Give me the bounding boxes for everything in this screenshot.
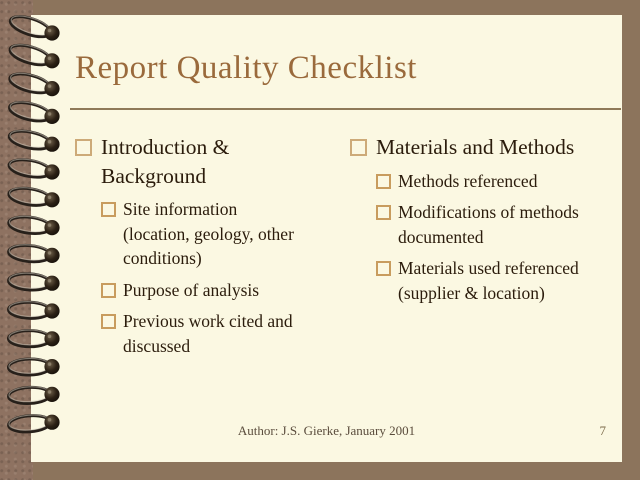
checkbox-bullet-icon	[376, 205, 391, 220]
binding-coil	[8, 330, 59, 347]
checkbox-bullet-icon	[75, 139, 92, 156]
binding-coil	[8, 414, 60, 434]
binding-coil	[8, 272, 60, 291]
binding-coil	[8, 12, 60, 41]
title-rule-divider	[70, 108, 621, 110]
bullet-text: Site information (location, geology, other conditions)	[123, 199, 294, 269]
sub-bullet-item	[376, 256, 618, 305]
checkbox-bullet-icon	[350, 139, 367, 156]
bullet-column-left	[75, 133, 337, 358]
binding-coil	[8, 70, 60, 97]
bullet-text: Materials used referenced (supplier & location)	[398, 258, 579, 303]
bullet-column-right	[350, 133, 618, 305]
binding-coil	[8, 41, 60, 69]
checkbox-bullet-icon	[101, 314, 116, 329]
checkbox-bullet-icon	[376, 174, 391, 189]
binding-coil	[8, 99, 60, 125]
slide-page	[31, 15, 622, 462]
binding-coil	[8, 214, 60, 235]
binding-coil	[8, 127, 60, 152]
bullet-item	[350, 133, 618, 162]
slide-title: Report Quality Checklist	[75, 50, 417, 86]
binding-coil	[8, 386, 59, 405]
binding-coil	[8, 185, 60, 208]
checkbox-bullet-icon	[101, 283, 116, 298]
bullet-text: Previous work cited and discussed	[123, 311, 293, 356]
bullet-text: Introduction & Background	[101, 135, 230, 188]
spiral-binding	[0, 0, 72, 480]
sub-bullet-item	[376, 200, 618, 249]
binding-coil	[8, 301, 59, 319]
binding-coil	[8, 243, 60, 263]
bullet-text: Methods referenced	[398, 170, 538, 191]
bullet-text: Materials and Methods	[376, 135, 575, 159]
checkbox-bullet-icon	[101, 202, 116, 217]
binding-coil	[8, 156, 60, 180]
binding-coil	[8, 358, 59, 375]
sub-bullet-item	[376, 169, 618, 194]
bullet-item	[75, 133, 337, 190]
footer-author: Author: J.S. Gierke, January 2001	[237, 423, 416, 438]
slide-page-number: 7	[599, 423, 606, 438]
checkbox-bullet-icon	[376, 261, 391, 276]
bullet-text: Modifications of methods documented	[398, 202, 579, 247]
sub-bullet-item	[101, 309, 337, 358]
bullet-text: Purpose of analysis	[123, 279, 260, 300]
sub-bullet-item	[101, 278, 337, 303]
sub-bullet-item	[101, 197, 337, 271]
